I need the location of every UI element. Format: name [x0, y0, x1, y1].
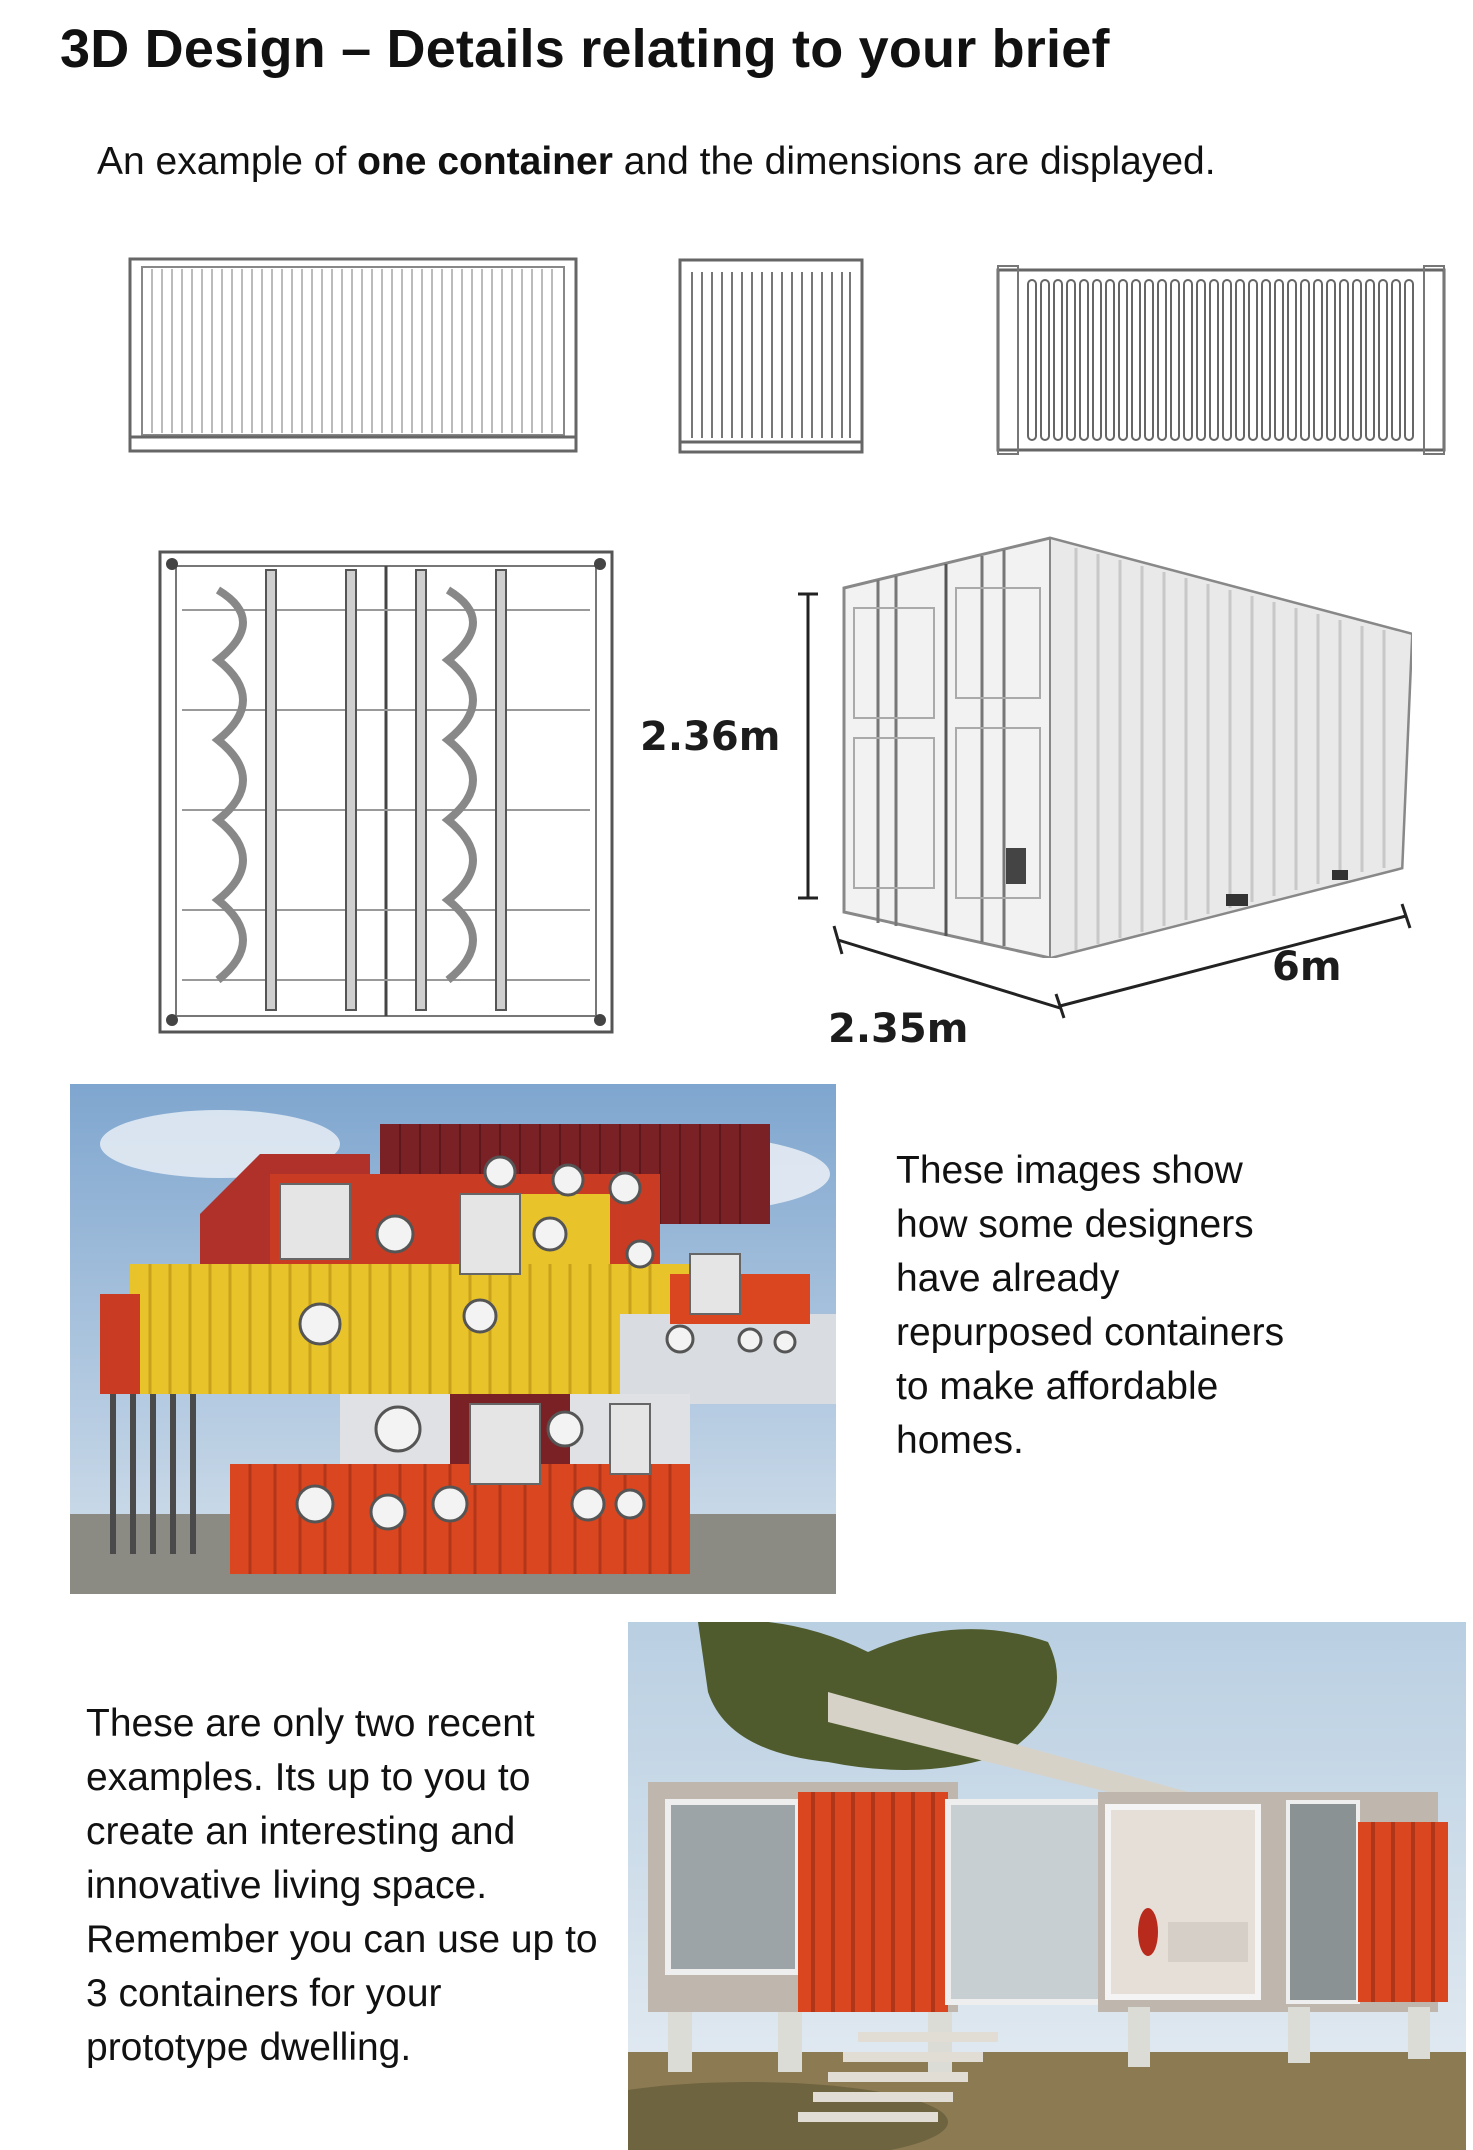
- page-title: 3D Design – Details relating to your brief: [60, 19, 1110, 79]
- repurpose-description: These images show how some designers have already repurposed containers to make affordable homes.: [896, 1149, 1285, 1462]
- container-end-elevation: [678, 258, 864, 454]
- container-side-elevation: [128, 255, 580, 455]
- intro-after: and the dimensions are displayed.: [612, 140, 1216, 183]
- height-label: 2.36m: [640, 714, 781, 760]
- container-door-end: [158, 550, 614, 1034]
- height-dimension-line: [796, 592, 820, 900]
- stacked-containers-photo: [70, 1084, 836, 1594]
- length-label: 6m: [1272, 944, 1342, 990]
- base-dimension-lines: [832, 860, 1412, 1020]
- container-side-corrugated: [996, 264, 1446, 456]
- intro-before: An example of: [97, 140, 358, 183]
- intro-bold: one container: [357, 140, 613, 183]
- width-label: 2.35m: [828, 1006, 969, 1052]
- brief-instructions: These are only two recent examples. Its up to you to create an interesting and innovative living space. Remember you can use up to 3 containers for your prototype dwelling.: [86, 1702, 598, 2069]
- intro-text: [97, 140, 1216, 184]
- container-home-photo: [628, 1622, 1466, 2150]
